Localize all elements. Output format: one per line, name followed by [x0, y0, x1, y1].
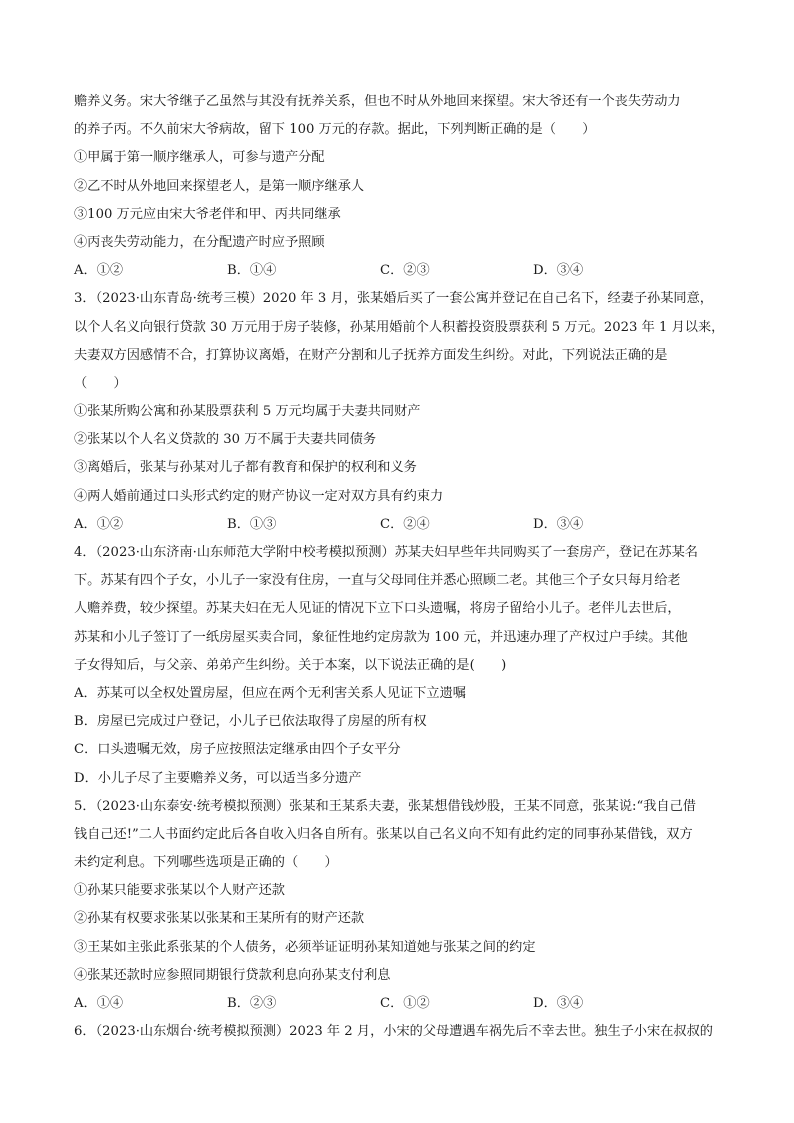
option-a: A．苏某可以全权处置房屋，但应在两个无利害关系人见证下立遗嘱	[74, 685, 466, 701]
statement-3: ③王某如主张此系张某的个人债务，必须举证证明孙某知道她与张某之间的约定	[74, 939, 536, 955]
answer-blank: （ ）	[74, 375, 127, 391]
question-3	[74, 285, 724, 539]
question-stem-line: 下。苏某有四个子女，小儿子一家没有住房，一直与父母同住并悉心照顾二老。其他三个子女只每月给老	[74, 573, 681, 589]
option-d: D．③④	[533, 263, 584, 279]
statement-3: ③离婚后，张某与孙某对儿子都有教育和保护的权利和义务	[74, 460, 417, 476]
option-d: D．③④	[533, 996, 584, 1011]
question-stem-line: 5．（2023·山东泰安·统考模拟预测）张某和王某系夫妻，张某想借钱炒股，王某不同意，张某说:“我自己借	[74, 798, 696, 814]
question-stem-line: 夫妻双方因感情不合，打算协议离婚，在财产分割和儿子抚养方面发生纠纷。对此，下列说法正确的是	[74, 347, 668, 363]
option-d: D．小儿子尽了主要赡养义务，可以适当多分遗产	[74, 770, 362, 786]
question-stem-line: 苏某和小儿子签订了一纸房屋买卖合同，象征性地约定房款为 100 元，并迅速办理了产权过户手续。其他	[74, 629, 688, 645]
option-b: B．①③	[227, 516, 277, 532]
question-6	[74, 1018, 724, 1046]
option-b: B．②③	[227, 996, 277, 1011]
question-4	[74, 539, 724, 793]
statement-4: ④丙丧失劳动能力，在分配遗产时应予照顾	[74, 234, 325, 250]
statement-2: ②乙不时从外地回来探望老人，是第一顺序继承人	[74, 178, 365, 194]
option-c: C．口头遗嘱无效，房子应按照法定继承由四个子女平分	[74, 742, 401, 758]
option-a: A．①④	[74, 996, 124, 1011]
question-stem-line: 6．（2023·山东烟台·统考模拟预测）2023 年 2 月，小宋的父母遭遇车祸先后不幸去世。独生子小宋在叔叔的	[74, 1024, 713, 1040]
question-stem-line: 子女得知后，与父亲、弟弟产生纠纷。关于本案，以下说法正确的是( )	[74, 657, 507, 673]
question-2-continued	[74, 88, 724, 285]
option-b: B．①④	[227, 263, 277, 279]
statement-2: ②张某以个人名义贷款的 30 万不属于夫妻共同债务	[74, 432, 377, 448]
statement-4: ④两人婚前通过口头形式约定的财产协议一定对双方具有约束力	[74, 488, 444, 504]
question-stem-line: 赡养义务。宋大爷继子乙虽然与其没有抚养关系，但也不时从外地回来探望。宋大爷还有一个丧失劳动力	[74, 94, 681, 109]
question-stem-line: 人赡养费，较少探望。苏某夫妇在无人见证的情况下立下口头遗嘱，将房子留给小儿子。老伴儿去世后，	[74, 601, 681, 617]
question-stem-line: 4．（2023·山东济南·山东师范大学附中校考模拟预测）苏某夫妇早些年共同购买了一套房产，登记在苏某名	[74, 545, 698, 560]
answer-options	[74, 990, 724, 1018]
question-stem-line: 未约定利息。下列哪些选项是正确的（ ）	[74, 855, 338, 871]
answer-options	[74, 511, 724, 539]
option-d: D．③④	[533, 516, 584, 532]
option-c: C．①②	[380, 996, 430, 1011]
option-a: A．①②	[74, 516, 124, 532]
question-stem-line: 3．（2023·山东青岛·统考三模）2020 年 3 月，张某婚后买了一套公寓并登记在自己名下，经妻子孙某同意，	[74, 291, 713, 307]
document-page	[74, 88, 724, 1046]
answer-options	[74, 257, 724, 285]
statement-1: ①甲属于第一顺序继承人，可参与遗产分配	[74, 150, 325, 166]
question-stem-line: 的养子丙。不久前宋大爷病故，留下 100 万元的存款。据此，下列判断正确的是（ ）	[74, 122, 596, 138]
statement-1: ①孙某只能要求张某以个人财产还款	[74, 883, 285, 899]
option-a: A．①②	[74, 263, 124, 279]
statement-4: ④张某还款时应参照同期银行贷款利息向孙某支付利息	[74, 967, 391, 983]
option-b: B．房屋已完成过户登记，小儿子已依法取得了房屋的所有权	[74, 714, 427, 730]
statement-3: ③100 万元应由宋大爷老伴和甲、丙共同继承	[74, 206, 341, 222]
question-stem-line: 钱自己还!”二人书面约定此后各自收入归各自所有。张某以自己名义向不知有此约定的同事孙某借钱，双方	[74, 826, 693, 842]
option-c: C．②③	[380, 263, 430, 279]
question-stem-line: 以个人名义向银行贷款 30 万元用于房子装修，孙某用婚前个人积蓄投资股票获利 5 万元。2023 年 1 月以来，	[74, 319, 724, 335]
statement-1: ①张某所购公寓和孙某股票获利 5 万元均属于夫妻共同财产	[74, 404, 421, 420]
question-5	[74, 793, 724, 1019]
option-c: C．②④	[380, 516, 430, 532]
statement-2: ②孙某有权要求张某以张某和王某所有的财产还款	[74, 911, 365, 927]
